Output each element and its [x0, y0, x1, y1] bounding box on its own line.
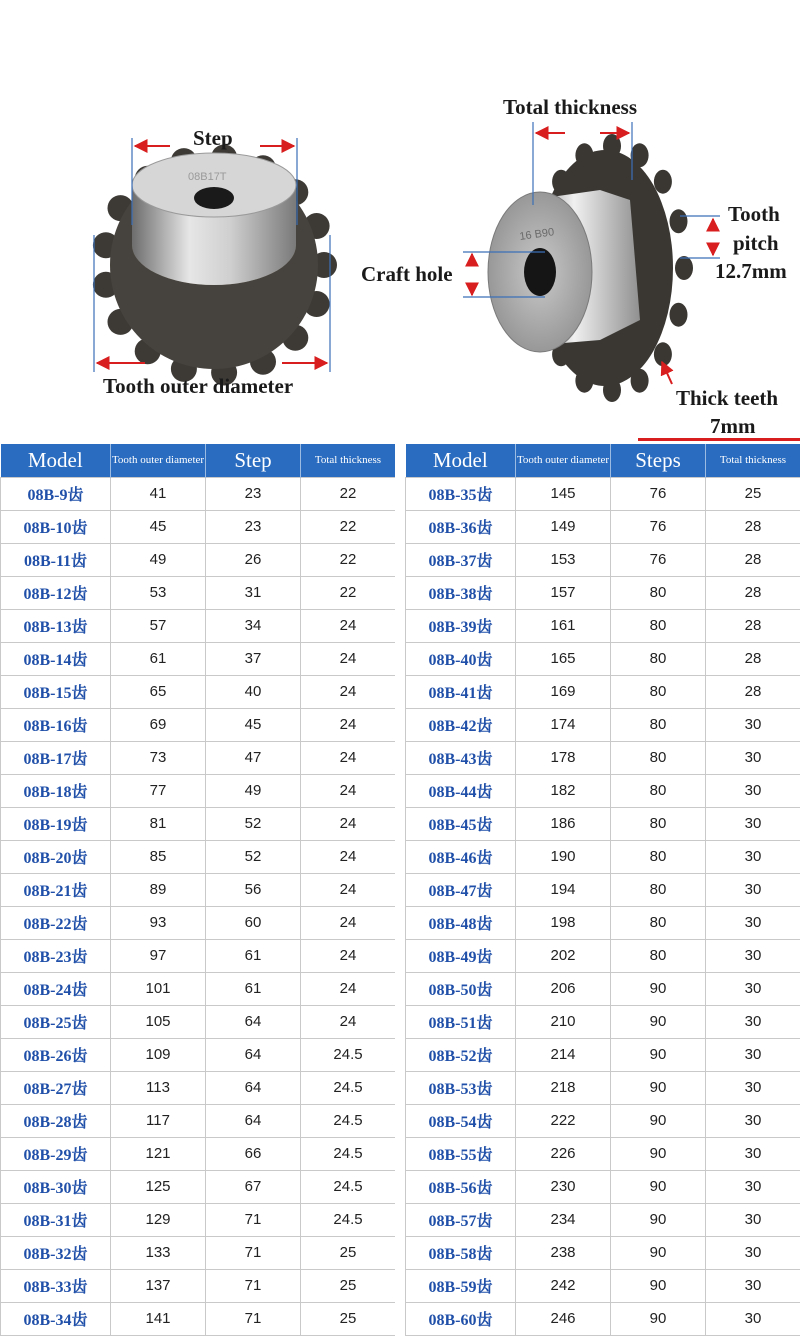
cell-model: 08B-24齿	[1, 972, 111, 1005]
label-step: Step	[193, 126, 233, 150]
cell-tooth-outer-diameter: 153	[516, 543, 611, 576]
header-total-thickness: Total thickness	[301, 444, 396, 477]
cell-tooth-outer-diameter: 61	[111, 642, 206, 675]
cell-model: 08B-42齿	[406, 708, 516, 741]
cell-step: 60	[206, 906, 301, 939]
cell-model: 08B-47齿	[406, 873, 516, 906]
cell-total-thickness: 30	[706, 1038, 800, 1071]
cell-total-thickness: 28	[706, 543, 800, 576]
cell-step: 80	[611, 939, 706, 972]
cell-model: 08B-27齿	[1, 1071, 111, 1104]
cell-tooth-outer-diameter: 117	[111, 1104, 206, 1137]
hub-mark-right: 16 B90	[518, 226, 555, 243]
label-craft-hole: Craft hole	[361, 262, 453, 286]
table-row	[406, 1302, 800, 1335]
cell-model: 08B-21齿	[1, 873, 111, 906]
cell-step: 52	[206, 840, 301, 873]
cell-model: 08B-59齿	[406, 1269, 516, 1302]
table-row	[406, 543, 800, 576]
cell-model: 08B-37齿	[406, 543, 516, 576]
cell-model: 08B-15齿	[1, 675, 111, 708]
table-row	[1, 477, 396, 510]
cell-model: 08B-22齿	[1, 906, 111, 939]
cell-total-thickness: 30	[706, 906, 800, 939]
cell-tooth-outer-diameter: 73	[111, 741, 206, 774]
cell-model: 08B-12齿	[1, 576, 111, 609]
cell-model: 08B-18齿	[1, 774, 111, 807]
table-row	[406, 1005, 800, 1038]
cell-total-thickness: 24	[301, 774, 396, 807]
cell-total-thickness: 28	[706, 576, 800, 609]
cell-model: 08B-52齿	[406, 1038, 516, 1071]
cell-tooth-outer-diameter: 137	[111, 1269, 206, 1302]
cell-total-thickness: 24	[301, 807, 396, 840]
cell-step: 80	[611, 576, 706, 609]
cell-tooth-outer-diameter: 194	[516, 873, 611, 906]
cell-total-thickness: 24	[301, 642, 396, 675]
cell-step: 45	[206, 708, 301, 741]
cell-tooth-outer-diameter: 206	[516, 972, 611, 1005]
cell-tooth-outer-diameter: 93	[111, 906, 206, 939]
cell-step: 67	[206, 1170, 301, 1203]
table-row	[1, 972, 396, 1005]
cell-tooth-outer-diameter: 145	[516, 477, 611, 510]
table-row	[406, 906, 800, 939]
cell-step: 90	[611, 1170, 706, 1203]
cell-tooth-outer-diameter: 45	[111, 510, 206, 543]
label-tooth-pitch-2: pitch	[733, 231, 779, 255]
table-row	[1, 675, 396, 708]
cell-model: 08B-55齿	[406, 1137, 516, 1170]
cell-tooth-outer-diameter: 226	[516, 1137, 611, 1170]
right-sprocket	[488, 134, 693, 402]
table-row	[406, 873, 800, 906]
cell-step: 90	[611, 1137, 706, 1170]
sprocket-tooth	[631, 143, 649, 167]
cell-model: 08B-25齿	[1, 1005, 111, 1038]
cell-step: 64	[206, 1071, 301, 1104]
table-row	[406, 972, 800, 1005]
left-sprocket	[93, 145, 337, 386]
table-row	[406, 1269, 800, 1302]
cell-step: 80	[611, 873, 706, 906]
cell-tooth-outer-diameter: 53	[111, 576, 206, 609]
cell-step: 66	[206, 1137, 301, 1170]
cell-step: 76	[611, 477, 706, 510]
cell-step: 37	[206, 642, 301, 675]
cell-model: 08B-53齿	[406, 1071, 516, 1104]
table-row	[1, 1005, 396, 1038]
header-model: Model	[406, 444, 516, 477]
cell-total-thickness: 25	[706, 477, 800, 510]
cell-tooth-outer-diameter: 169	[516, 675, 611, 708]
table-divider	[395, 444, 405, 1339]
cell-step: 71	[206, 1236, 301, 1269]
bore-hole	[194, 187, 234, 209]
cell-total-thickness: 30	[706, 1203, 800, 1236]
cell-model: 08B-16齿	[1, 708, 111, 741]
cell-step: 90	[611, 1269, 706, 1302]
cell-total-thickness: 30	[706, 1170, 800, 1203]
cell-model: 08B-11齿	[1, 543, 111, 576]
cell-step: 90	[611, 1104, 706, 1137]
cell-step: 90	[611, 1071, 706, 1104]
cell-tooth-outer-diameter: 141	[111, 1302, 206, 1335]
cell-step: 80	[611, 774, 706, 807]
cell-step: 71	[206, 1302, 301, 1335]
table-row	[406, 609, 800, 642]
table-row	[1, 642, 396, 675]
cell-total-thickness: 24	[301, 609, 396, 642]
cell-step: 80	[611, 708, 706, 741]
cell-total-thickness: 28	[706, 675, 800, 708]
table-row	[406, 708, 800, 741]
cell-total-thickness: 30	[706, 873, 800, 906]
cell-step: 90	[611, 1302, 706, 1335]
cell-tooth-outer-diameter: 242	[516, 1269, 611, 1302]
cell-model: 08B-17齿	[1, 741, 111, 774]
cell-step: 76	[611, 510, 706, 543]
cell-tooth-outer-diameter: 238	[516, 1236, 611, 1269]
sprocket-tooth	[670, 303, 688, 327]
spec-tables	[0, 444, 800, 1339]
cell-tooth-outer-diameter: 89	[111, 873, 206, 906]
cell-total-thickness: 30	[706, 1071, 800, 1104]
sprocket-tooth	[552, 170, 570, 194]
cell-model: 08B-50齿	[406, 972, 516, 1005]
cell-tooth-outer-diameter: 230	[516, 1170, 611, 1203]
table-row	[406, 1038, 800, 1071]
cell-tooth-outer-diameter: 133	[111, 1236, 206, 1269]
table-row	[1, 840, 396, 873]
cell-step: 90	[611, 1005, 706, 1038]
cell-model: 08B-57齿	[406, 1203, 516, 1236]
cell-model: 08B-51齿	[406, 1005, 516, 1038]
table-row	[406, 1236, 800, 1269]
cell-total-thickness: 28	[706, 642, 800, 675]
cell-tooth-outer-diameter: 157	[516, 576, 611, 609]
cell-total-thickness: 22	[301, 510, 396, 543]
cell-total-thickness: 30	[706, 939, 800, 972]
table-row	[1, 543, 396, 576]
table-row	[406, 939, 800, 972]
label-total-thickness: Total thickness	[503, 95, 638, 119]
cell-total-thickness: 24	[301, 906, 396, 939]
cell-total-thickness: 30	[706, 1236, 800, 1269]
cell-tooth-outer-diameter: 178	[516, 741, 611, 774]
cell-tooth-outer-diameter: 165	[516, 642, 611, 675]
label-thick-teeth-value: 7mm	[710, 414, 756, 438]
cell-tooth-outer-diameter: 190	[516, 840, 611, 873]
cell-tooth-outer-diameter: 81	[111, 807, 206, 840]
cell-step: 56	[206, 873, 301, 906]
cell-total-thickness: 24	[301, 873, 396, 906]
cell-step: 80	[611, 642, 706, 675]
header-step: Step	[206, 444, 301, 477]
table-row	[1, 1302, 396, 1335]
cell-model: 08B-49齿	[406, 939, 516, 972]
cell-model: 08B-31齿	[1, 1203, 111, 1236]
cell-model: 08B-40齿	[406, 642, 516, 675]
label-tooth-pitch-value: 12.7mm	[715, 259, 787, 283]
table-row	[406, 477, 800, 510]
table-row	[1, 1038, 396, 1071]
cell-model: 08B-38齿	[406, 576, 516, 609]
cell-tooth-outer-diameter: 125	[111, 1170, 206, 1203]
cell-model: 08B-44齿	[406, 774, 516, 807]
spec-table-left	[0, 444, 396, 1336]
cell-step: 61	[206, 939, 301, 972]
cell-model: 08B-26齿	[1, 1038, 111, 1071]
cell-total-thickness: 24	[301, 708, 396, 741]
cell-step: 31	[206, 576, 301, 609]
cell-total-thickness: 30	[706, 807, 800, 840]
table-row	[1, 609, 396, 642]
cell-model: 08B-46齿	[406, 840, 516, 873]
cell-tooth-outer-diameter: 97	[111, 939, 206, 972]
cell-step: 64	[206, 1038, 301, 1071]
cell-tooth-outer-diameter: 49	[111, 543, 206, 576]
label-tooth-outer-diameter: Tooth outer diameter	[103, 374, 294, 398]
table-row	[406, 774, 800, 807]
table-row	[1, 906, 396, 939]
cell-total-thickness: 28	[706, 609, 800, 642]
cell-total-thickness: 24.5	[301, 1137, 396, 1170]
sprocket-tooth	[575, 369, 593, 393]
table-row	[406, 807, 800, 840]
cell-model: 08B-35齿	[406, 477, 516, 510]
cell-model: 08B-48齿	[406, 906, 516, 939]
craft-hole	[524, 248, 556, 296]
cell-model: 08B-60齿	[406, 1302, 516, 1335]
cell-total-thickness: 24.5	[301, 1170, 396, 1203]
sprocket-tooth	[603, 378, 621, 402]
cell-total-thickness: 30	[706, 840, 800, 873]
cell-tooth-outer-diameter: 105	[111, 1005, 206, 1038]
cell-tooth-outer-diameter: 85	[111, 840, 206, 873]
cell-tooth-outer-diameter: 218	[516, 1071, 611, 1104]
cell-tooth-outer-diameter: 113	[111, 1071, 206, 1104]
table-row	[406, 1104, 800, 1137]
table-row	[406, 1170, 800, 1203]
table-row	[1, 807, 396, 840]
cell-total-thickness: 30	[706, 972, 800, 1005]
cell-model: 08B-20齿	[1, 840, 111, 873]
cell-step: 40	[206, 675, 301, 708]
cell-tooth-outer-diameter: 77	[111, 774, 206, 807]
cell-tooth-outer-diameter: 69	[111, 708, 206, 741]
table-row	[406, 741, 800, 774]
table-row	[1, 873, 396, 906]
cell-tooth-outer-diameter: 149	[516, 510, 611, 543]
cell-model: 08B-23齿	[1, 939, 111, 972]
cell-model: 08B-29齿	[1, 1137, 111, 1170]
cell-tooth-outer-diameter: 214	[516, 1038, 611, 1071]
cell-model: 08B-9齿	[1, 477, 111, 510]
cell-step: 90	[611, 1236, 706, 1269]
cell-tooth-outer-diameter: 65	[111, 675, 206, 708]
cell-step: 61	[206, 972, 301, 1005]
product-diagram	[0, 0, 800, 444]
cell-step: 49	[206, 774, 301, 807]
table-row	[1, 774, 396, 807]
label-tooth-pitch-1: Tooth	[728, 202, 780, 226]
cell-tooth-outer-diameter: 210	[516, 1005, 611, 1038]
cell-step: 90	[611, 1038, 706, 1071]
cell-model: 08B-14齿	[1, 642, 111, 675]
cell-step: 71	[206, 1269, 301, 1302]
cell-model: 08B-54齿	[406, 1104, 516, 1137]
cell-total-thickness: 24	[301, 972, 396, 1005]
cell-total-thickness: 25	[301, 1236, 396, 1269]
cell-step: 80	[611, 906, 706, 939]
cell-total-thickness: 24.5	[301, 1104, 396, 1137]
cell-step: 90	[611, 972, 706, 1005]
cell-model: 08B-30齿	[1, 1170, 111, 1203]
cell-model: 08B-10齿	[1, 510, 111, 543]
cell-total-thickness: 30	[706, 1302, 800, 1335]
cell-total-thickness: 22	[301, 543, 396, 576]
table-row	[1, 1269, 396, 1302]
cell-step: 80	[611, 840, 706, 873]
cell-model: 08B-28齿	[1, 1104, 111, 1137]
table-row	[406, 510, 800, 543]
table-row	[1, 1203, 396, 1236]
table-row	[1, 1170, 396, 1203]
cell-step: 90	[611, 1203, 706, 1236]
cell-tooth-outer-diameter: 202	[516, 939, 611, 972]
table-row	[406, 675, 800, 708]
cell-step: 80	[611, 609, 706, 642]
cell-total-thickness: 30	[706, 1137, 800, 1170]
cell-total-thickness: 22	[301, 576, 396, 609]
cell-tooth-outer-diameter: 234	[516, 1203, 611, 1236]
header-tooth-outer-diameter: Tooth outer diameter	[516, 444, 611, 477]
cell-tooth-outer-diameter: 41	[111, 477, 206, 510]
cell-model: 08B-43齿	[406, 741, 516, 774]
cell-tooth-outer-diameter: 161	[516, 609, 611, 642]
header-total-thickness: Total thickness	[706, 444, 800, 477]
label-thick-teeth: Thick teeth	[676, 386, 779, 410]
cell-tooth-outer-diameter: 101	[111, 972, 206, 1005]
cell-total-thickness: 30	[706, 774, 800, 807]
header-steps: Steps	[611, 444, 706, 477]
cell-total-thickness: 30	[706, 708, 800, 741]
cell-total-thickness: 30	[706, 1104, 800, 1137]
table-row	[406, 1137, 800, 1170]
cell-step: 23	[206, 510, 301, 543]
cell-model: 08B-36齿	[406, 510, 516, 543]
table-row	[1, 939, 396, 972]
table-row	[1, 1104, 396, 1137]
table-row	[1, 510, 396, 543]
cell-step: 26	[206, 543, 301, 576]
hub-mark-left: 08B17T	[188, 171, 227, 183]
cell-step: 23	[206, 477, 301, 510]
cell-total-thickness: 30	[706, 741, 800, 774]
cell-step: 80	[611, 741, 706, 774]
cell-model: 08B-45齿	[406, 807, 516, 840]
cell-total-thickness: 24	[301, 1005, 396, 1038]
table-row	[1, 576, 396, 609]
sprocket-tooth	[603, 134, 621, 158]
cell-step: 64	[206, 1104, 301, 1137]
cell-tooth-outer-diameter: 109	[111, 1038, 206, 1071]
cell-model: 08B-56齿	[406, 1170, 516, 1203]
cell-step: 34	[206, 609, 301, 642]
table-row	[406, 840, 800, 873]
cell-tooth-outer-diameter: 174	[516, 708, 611, 741]
cell-tooth-outer-diameter: 57	[111, 609, 206, 642]
cell-tooth-outer-diameter: 198	[516, 906, 611, 939]
cell-step: 76	[611, 543, 706, 576]
table-row	[1, 708, 396, 741]
cell-tooth-outer-diameter: 182	[516, 774, 611, 807]
table-row	[1, 1137, 396, 1170]
cell-tooth-outer-diameter: 186	[516, 807, 611, 840]
cell-step: 80	[611, 675, 706, 708]
cell-step: 52	[206, 807, 301, 840]
cell-total-thickness: 24.5	[301, 1038, 396, 1071]
cell-total-thickness: 22	[301, 477, 396, 510]
cell-step: 71	[206, 1203, 301, 1236]
cell-total-thickness: 24.5	[301, 1203, 396, 1236]
sprocket-tooth	[631, 369, 649, 393]
cell-total-thickness: 28	[706, 510, 800, 543]
cell-model: 08B-34齿	[1, 1302, 111, 1335]
cell-total-thickness: 25	[301, 1302, 396, 1335]
sprocket-tooth	[575, 143, 593, 167]
cell-total-thickness: 24	[301, 741, 396, 774]
sprocket-tooth	[654, 170, 672, 194]
spec-table-right	[405, 444, 800, 1336]
cell-tooth-outer-diameter: 129	[111, 1203, 206, 1236]
cell-tooth-outer-diameter: 121	[111, 1137, 206, 1170]
cell-model: 08B-19齿	[1, 807, 111, 840]
table-row	[1, 1236, 396, 1269]
cell-tooth-outer-diameter: 246	[516, 1302, 611, 1335]
table-row	[406, 1203, 800, 1236]
table-row	[1, 1071, 396, 1104]
cell-total-thickness: 25	[301, 1269, 396, 1302]
sprocket-tooth	[670, 209, 688, 233]
cell-model: 08B-32齿	[1, 1236, 111, 1269]
cell-total-thickness: 24	[301, 675, 396, 708]
cell-step: 47	[206, 741, 301, 774]
cell-model: 08B-39齿	[406, 609, 516, 642]
header-model: Model	[1, 444, 111, 477]
table-row	[406, 576, 800, 609]
cell-model: 08B-13齿	[1, 609, 111, 642]
table-row	[406, 642, 800, 675]
cell-total-thickness: 30	[706, 1269, 800, 1302]
cell-total-thickness: 30	[706, 1005, 800, 1038]
cell-total-thickness: 24.5	[301, 1071, 396, 1104]
cell-step: 64	[206, 1005, 301, 1038]
cell-total-thickness: 24	[301, 939, 396, 972]
sprocket-tooth	[675, 256, 693, 280]
cell-total-thickness: 24	[301, 840, 396, 873]
cell-model: 08B-33齿	[1, 1269, 111, 1302]
cell-step: 80	[611, 807, 706, 840]
table-row	[406, 1071, 800, 1104]
header-tooth-outer-diameter: Tooth outer diameter	[111, 444, 206, 477]
cell-tooth-outer-diameter: 222	[516, 1104, 611, 1137]
cell-model: 08B-58齿	[406, 1236, 516, 1269]
cell-model: 08B-41齿	[406, 675, 516, 708]
table-row	[1, 741, 396, 774]
